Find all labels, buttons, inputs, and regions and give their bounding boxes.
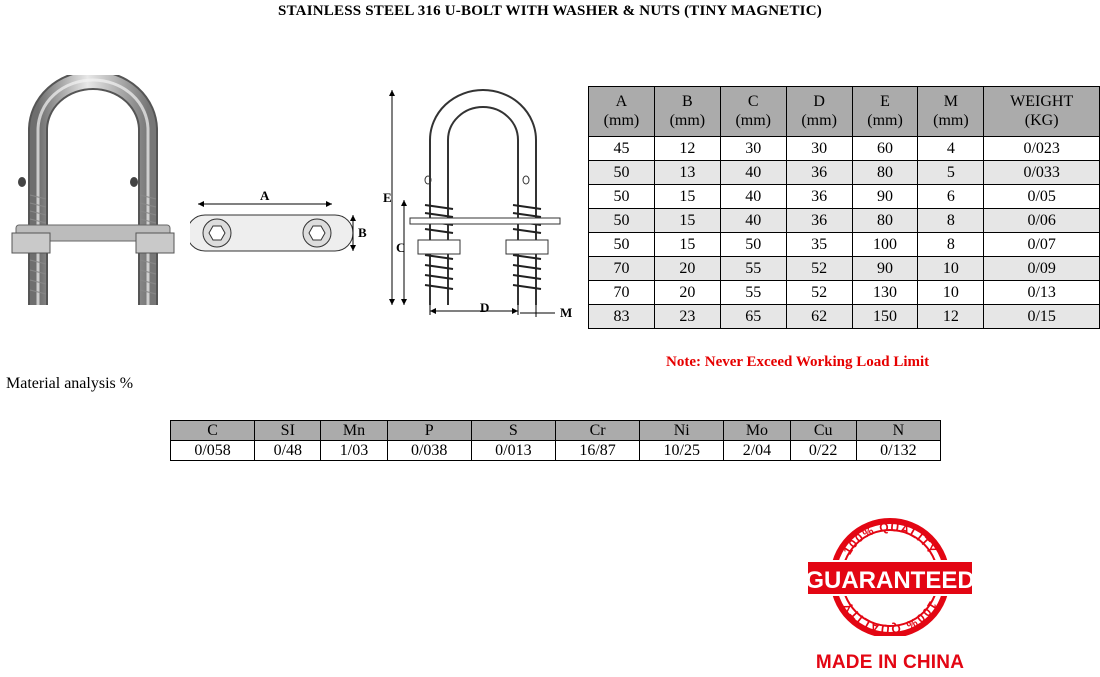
table-row <box>589 257 1100 281</box>
table-cell: 0/023 <box>984 137 1100 161</box>
table-cell: 83 <box>589 305 655 329</box>
col-header: M <box>918 87 984 112</box>
material-element-header: Mo <box>724 421 790 441</box>
label-m: M <box>560 305 573 320</box>
material-element-value: 16/87 <box>555 441 639 461</box>
material-element-header: N <box>856 421 940 441</box>
material-element-header: P <box>387 421 471 441</box>
table-cell: 60 <box>852 137 918 161</box>
table-cell: 36 <box>786 209 852 233</box>
table-cell: 15 <box>654 209 720 233</box>
material-element-value: 0/058 <box>171 441 255 461</box>
dimension-table-unit-row <box>589 111 1100 137</box>
table-cell: 150 <box>852 305 918 329</box>
table-cell: 90 <box>852 257 918 281</box>
material-element-value: 10/25 <box>640 441 724 461</box>
svg-text:100% QUALITY <box>840 520 939 557</box>
quality-guaranteed-seal <box>805 518 975 636</box>
table-row <box>589 185 1100 209</box>
washer-top-view-drawing <box>190 180 370 285</box>
table-cell: 8 <box>918 209 984 233</box>
table-cell: 12 <box>918 305 984 329</box>
table-cell: 40 <box>720 161 786 185</box>
table-cell: 100 <box>852 233 918 257</box>
label-a: A <box>260 188 270 203</box>
col-header: A <box>589 87 655 112</box>
table-cell: 55 <box>720 281 786 305</box>
table-cell: 80 <box>852 161 918 185</box>
table-cell: 50 <box>589 233 655 257</box>
table-row <box>589 209 1100 233</box>
table-cell: 65 <box>720 305 786 329</box>
label-c: C <box>396 240 406 255</box>
table-cell: 35 <box>786 233 852 257</box>
u-bolt-photo <box>8 75 178 325</box>
col-unit: (KG) <box>984 111 1100 137</box>
table-cell: 50 <box>589 209 655 233</box>
col-header: B <box>654 87 720 112</box>
table-row <box>589 233 1100 257</box>
table-cell: 8 <box>918 233 984 257</box>
svg-text:100% QUALITY <box>840 599 939 636</box>
material-element-value: 0/038 <box>387 441 471 461</box>
seal-top-text: 100% QUALITY <box>840 519 940 558</box>
dimension-table-header-row <box>589 87 1100 112</box>
material-element-value: 0/22 <box>790 441 856 461</box>
table-cell: 5 <box>918 161 984 185</box>
material-element-value: 2/04 <box>724 441 790 461</box>
label-e: E <box>383 190 392 205</box>
table-cell: 0/09 <box>984 257 1100 281</box>
table-cell: 40 <box>720 209 786 233</box>
table-cell: 20 <box>654 257 720 281</box>
table-cell: 36 <box>786 185 852 209</box>
material-element-value: 0/013 <box>471 441 555 461</box>
material-element-value: 1/03 <box>321 441 387 461</box>
table-cell: 52 <box>786 281 852 305</box>
table-cell: 0/13 <box>984 281 1100 305</box>
col-unit: (mm) <box>852 111 918 137</box>
table-cell: 15 <box>654 233 720 257</box>
table-cell: 20 <box>654 281 720 305</box>
col-header: E <box>852 87 918 112</box>
table-cell: 30 <box>786 137 852 161</box>
table-cell: 52 <box>786 257 852 281</box>
col-unit: (mm) <box>654 111 720 137</box>
material-table-header-row <box>171 421 941 441</box>
material-element-header: Cr <box>555 421 639 441</box>
material-element-header: C <box>171 421 255 441</box>
table-cell: 55 <box>720 257 786 281</box>
col-unit: (mm) <box>589 111 655 137</box>
table-row <box>589 161 1100 185</box>
material-element-header: S <box>471 421 555 441</box>
table-cell: 30 <box>720 137 786 161</box>
table-cell: 70 <box>589 257 655 281</box>
table-row <box>589 137 1100 161</box>
table-cell: 4 <box>918 137 984 161</box>
col-header: WEIGHT <box>984 87 1100 112</box>
material-element-value: 0/48 <box>255 441 321 461</box>
table-cell: 10 <box>918 257 984 281</box>
col-unit: (mm) <box>786 111 852 137</box>
material-element-header: Cu <box>790 421 856 441</box>
table-cell: 50 <box>720 233 786 257</box>
u-bolt-side-view-drawing <box>380 80 580 325</box>
material-element-header: Mn <box>321 421 387 441</box>
col-unit: (mm) <box>918 111 984 137</box>
table-cell: 40 <box>720 185 786 209</box>
table-cell: 12 <box>654 137 720 161</box>
table-cell: 0/033 <box>984 161 1100 185</box>
table-cell: 10 <box>918 281 984 305</box>
table-cell: 130 <box>852 281 918 305</box>
table-cell: 80 <box>852 209 918 233</box>
table-row <box>589 305 1100 329</box>
table-cell: 50 <box>589 161 655 185</box>
table-cell: 13 <box>654 161 720 185</box>
load-limit-note: Note: Never Exceed Working Load Limit <box>666 354 930 370</box>
table-cell: 15 <box>654 185 720 209</box>
material-table <box>170 420 941 461</box>
label-d: D <box>480 300 490 315</box>
material-element-header: SI <box>255 421 321 441</box>
table-cell: 90 <box>852 185 918 209</box>
seal-center-text: GUARANTEED <box>805 567 975 594</box>
table-row <box>589 281 1100 305</box>
dimension-table-body <box>589 137 1100 329</box>
table-cell: 0/15 <box>984 305 1100 329</box>
table-cell: 23 <box>654 305 720 329</box>
material-analysis-label: Material analysis % <box>6 375 134 392</box>
col-unit: (mm) <box>720 111 786 137</box>
material-table-value-row <box>171 441 941 461</box>
label-b: B <box>358 225 367 240</box>
page-title: STAINLESS STEEL 316 U-BOLT WITH WASHER & NUTS (TINY MAGNETIC) <box>278 3 822 19</box>
col-header: D <box>786 87 852 112</box>
table-cell: 70 <box>589 281 655 305</box>
material-element-value: 0/132 <box>856 441 940 461</box>
table-cell: 50 <box>589 185 655 209</box>
table-cell: 6 <box>918 185 984 209</box>
seal-bottom-text: 100% QUALITY <box>840 598 940 636</box>
table-cell: 62 <box>786 305 852 329</box>
made-in-china-label: MADE IN CHINA <box>815 652 965 673</box>
material-element-header: Ni <box>640 421 724 441</box>
table-cell: 0/06 <box>984 209 1100 233</box>
table-cell: 0/07 <box>984 233 1100 257</box>
dimension-table <box>588 86 1100 329</box>
col-header: C <box>720 87 786 112</box>
table-cell: 0/05 <box>984 185 1100 209</box>
table-cell: 45 <box>589 137 655 161</box>
table-cell: 36 <box>786 161 852 185</box>
